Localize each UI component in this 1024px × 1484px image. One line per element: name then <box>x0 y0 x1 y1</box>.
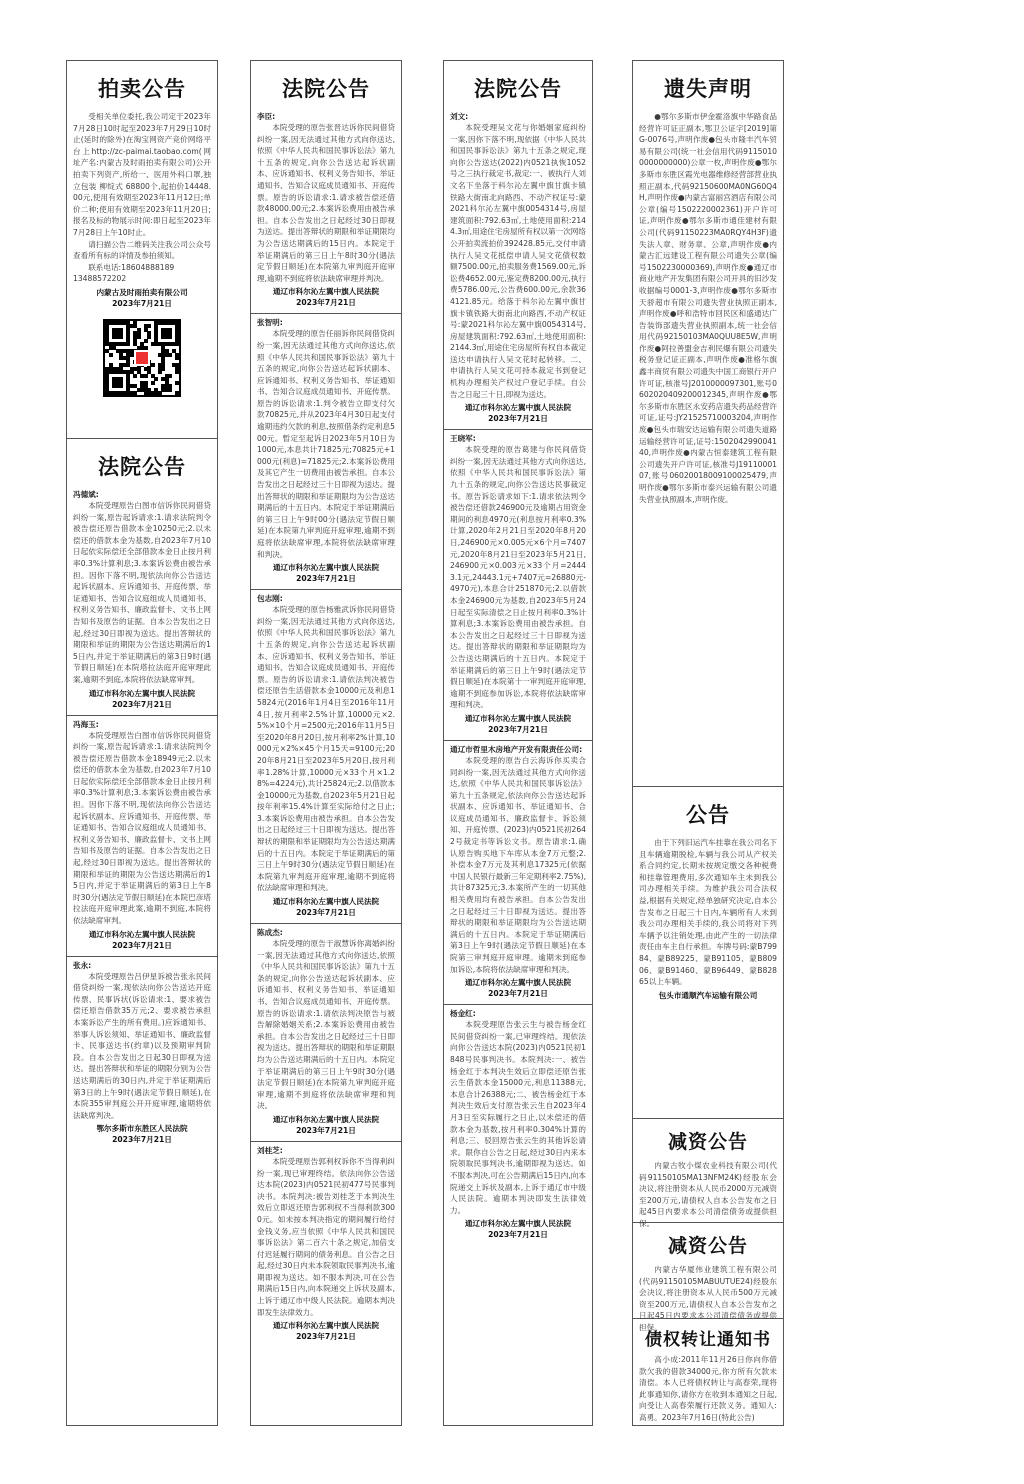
court-section <box>444 429 592 735</box>
section-body: 本院受理的原告白云海诉你买卖合同纠纷一案,因无法通过其他方式向你送达,依照《中华人民共和国民事诉讼法》第九十五条规定,依法向你公告送达起诉状副本、应诉通知书、举证通知书、合议庭成员通知书、廉政监督卡、诉讼须知、开庭传票、(2023)内0521民初2642号裁定书等诉讼文书。原告请求:1.确认原告购买地下车库从本金7万元整;2.补偿本金7万元及其利息17325元(依据中国人民银行最新三年定期利率2.75%),共计87325元;3.本案所产生的一切其他相关费用均有被告承担。自本公告发出之日起经过三十日即视为送达。提出答辩状的期限和举证期限均为公告送达期满后的十五日内。本院定于举证期满后第3日上午9时(遇法定节假日顺延)在本院第三审判庭开庭审理。逾期未到庭参加诉讼,本院将依法缺席审理和判决。 <box>450 755 586 974</box>
lost-title: 遗失声明 <box>664 77 752 101</box>
court-title-1: 法院公告 <box>98 455 186 479</box>
notice-company: 包头市通顺汽车运输有限公司 <box>658 990 758 1000</box>
auction-note: 请扫描公告二维码关注我公司公众号查看所有标的详情及参拍须知。 <box>73 239 211 261</box>
court-section <box>251 313 401 584</box>
addressee: 冯海玉: <box>73 719 99 729</box>
auction-notice <box>67 61 217 439</box>
reduce-title-2: 减资公告 <box>667 1235 748 1257</box>
addressee: 刘文: <box>450 112 469 121</box>
court-notice-3 <box>444 61 592 1427</box>
auction-body: 受相关单位委托,我公司定于2023年7月28日10时起至2023年7月29日10时止(延时的除外)在淘宝网资产竞价网络平台上http://zc-paimai.taobao.com(网址产名:内蒙古及时雨拍卖有限公司)公开拍卖下列资产,所给一、医用外科口罩,独立包装 柳绽式 68800个,起拍价14448.00元,使用有效期至2023年11月12日;单价二种;使用有效期至2023年11月20日;报名及标的物展示时间:即日起至2023年7月28日上午10时止。 <box>73 112 211 237</box>
section-date: 2023年7月21日 <box>488 724 548 734</box>
section-date: 2023年7月21日 <box>488 1230 548 1240</box>
court-notice-2 <box>251 61 401 1427</box>
capital-reduction-notice-1 <box>633 1119 783 1228</box>
auction-title: 拍卖公告 <box>98 77 186 101</box>
court-name: 鄂尔多斯市东胜区人民法院 <box>96 1124 188 1134</box>
section-body: 本院受理吴文花与你婚姻家庭纠纷一案,因你下落不明,现依据《中华人民共和国民事诉讼法》第九十五条之规定,现向你公告送达(2022)内0521执恢1052号之三执行裁定书,裁定:一、被执行人刘文名下坐落于科尔沁左翼中旗甘旗卡镇铁路大街南北向路西、不动产权证号:蒙2021科尔沁左翼中旗0054314号,房屋建筑面积:792.63㎡,土地使用面积:2144.3㎡,用途住宅房屋所有权以第一次网络公开拍卖流拍价392428.85元,交付申请执行人吴文花抵偿申请人吴文花债权数额7500.00元,拍卖服务费1569.00元,诉讼费4652.00元,鉴定费8200.00元,执行费5786.00元,公告费600.00元,余款364121.85元。给落于科尔沁左翼中旗甘旗卡镇铁路大街南北向路西,不动产权证号:蒙2021科尔沁左翼中旗0054314号,房屋建筑面积:792.63㎡,土地使用面积:2144.3㎡,用途住宅房屋所有权自本裁定送达申请执行人吴文花时起转移。二、申请执行人吴文花可持本裁定书到登记机构办理相关产权过户登记手续。自公告之日起三十日,即视为送达。 <box>450 123 586 399</box>
section-date: 2023年7月21日 <box>488 414 548 424</box>
court-section <box>73 489 211 710</box>
court-name: 通辽市科尔沁左翼中旗人民法院 <box>272 287 380 297</box>
addressee: 刘桂芝: <box>257 1145 283 1155</box>
capital-reduction-notice-2 <box>633 1223 783 1332</box>
addressee: 李臣: <box>257 112 276 121</box>
addressee: 王晓军: <box>450 434 476 444</box>
column-3 <box>443 60 593 1426</box>
court-notice-1 <box>67 439 217 1427</box>
column-4 <box>632 60 784 1426</box>
lost-body: ●鄂尔多斯市伊金霍洛旗中华路食品经营许可证正副本,鄂卫公证字[2019]第G-0076号,声明作废●包头市隆丰汽车贸易有限公司(统一社会信用代码91150100000000000)公章一枚,声明作废●鄂尔多斯市东胜区霞光电器维修经营部营业执照正副本,代码92150600MA0NG60Q4H,声明作废●内蒙古富丽宫酒店有限公司公章(编号1502220002361)开户许可证,声明作废●鄂尔多斯市通佳建材有限公司(代码91150223MA0RQY4H3F)遗失法人章、财务章、公章,声明作废●内蒙古汇远建设工程有限公司遗失公章(编号1502230000369),声明作废●通辽市商业地产开发集团有限公司开具的旧沙发收据编号0001-3,声明作废●鄂尔多斯市天骄超市有限公司遗失营业执照正副本,声明作废●呼和浩特市回民区和盛通达广告装饰部遗失营业执照副本,统一社会信用代码92150103MA0QUU8E5W,声明作废●阿拉善盟金吉利民爆有限公司遗失税务登记证正副本,声明作废●准格尔旗鑫丰商贸有限公司遗失中国工商银行开户许可证,核准号J2010000097301,账号0602020409200012345,声明作废●鄂尔多斯市东胜区永安药店遗失药品经营许可证,证号:JY21525710003204,声明作废●包头市瑞安达运输有限公司遗失道路运输经营许可证,证号:150204299004140,声明作废●内蒙古恒泰建筑工程有限公司遗失开户许可证,核准号J1911000107,账号06020018009100025479,声明作废●鄂尔多斯市泰兴运输有限公司遗失营业执照副本,声明作废。 <box>639 112 777 504</box>
notice-title: 公告 <box>686 803 730 827</box>
section-body: 本院受理的原告杨雅武诉你民间借贷纠纷一案,因无法通过其他方式向你送达,依照《中华人民共和国民事诉讼法》第九十五条的规定,向你公告送达起诉状副本、应诉通知书、权利义务告知书、举证通知书、告知合议庭成员通知书、开庭传票。原告的诉讼请求:1.请依法判决被告偿还原告生活借款本金10000元及利息15824元(2016年1月4日至2016年11月4日,按月利率2.5%计算,10000元×2.5%×10个月=2500元;2016年11月5日至2020年8月20日,按月利率2%计算,10000元×2%×45个月15天=9100元;2020年8月21日至2023年5月20日,按月利率1.28%计算,10000元×33个月×1.28%=4224元),共计25824元;2.以借款本金10000元为基数,自2023年5月21日起按年利率15.4%计算至实际给付之日止;3.本案诉讼费用由被告承担。自本公告发出之日起经过三十日即视为送达。提出答辩状的期限和举证期限均为公告送达期满后的十五日内。本院定于举证期满后的第三日上午9时30分(遇法定节假日顺延)在本院第九审判庭开庭审理,逾期不到庭将依法缺席审理和判决。 <box>257 605 395 893</box>
section-date: 2023年7月21日 <box>488 989 548 999</box>
court-section <box>67 715 217 951</box>
addressee: 杨金红: <box>450 1009 476 1019</box>
transfer-title: 债权转让通知书 <box>645 1330 771 1350</box>
court-title-3: 法院公告 <box>474 77 562 101</box>
court-name: 通辽市科尔沁左翼中旗人民法院 <box>464 713 572 723</box>
debt-transfer-notice <box>633 1319 783 1427</box>
court-section <box>251 589 401 918</box>
reduce-body-2: 内蒙古华厦伟业建筑工程有限公司(代码91150105MABUUTUE24)经股东会决议,将注册资本从人民币500万元减资至200万元,请债权人自本公告发布之日起45日内要求本公司清偿债务或提供担保。 <box>639 1265 777 1332</box>
reduce-body-1: 内蒙古牧小煤农业科技有限公司(代码91150105MA13NFM24K)经股东会决议,将注册资本从人民币2000万元减资至200万元,请债权人自本公告发布之日起45日内要求本公司清偿债务或提供担保。 <box>639 1161 777 1228</box>
court-section <box>67 956 217 1146</box>
section-date: 2023年7月21日 <box>112 1135 172 1145</box>
addressee: 陈成杰: <box>257 928 283 938</box>
qr-code-icon <box>103 319 181 397</box>
section-body: 本院受理原告张云生与被告杨金红民间借贷纠纷一案,已审理终结。现依法向你公告送达本院(2023)内0521民初1848号民事判决书。本院判决:一、被告杨金红于本判决生效后立即偿还原告张云生借款本金15000元,利息11388元,本息合计26388元;二、被告杨金红于本判决生效后支付原告张云生自2023年4月3日至实际履行之日止,以未偿还的借款本金为基数,按月利率0.304%计算的利息;三、驳回原告张云生的其他诉讼请求。限你自公告之日起,经过30日内来本院领取民事判决书,逾期即视为送达。如不服本判决,可在公告期满后15日内,向本院递交上诉状及副本,上诉于通辽市中级人民法院。逾期本判决即发生法律效力。 <box>450 1020 586 1215</box>
court-name: 通辽市科尔沁左翼中旗人民法院 <box>272 897 380 907</box>
court-section <box>251 923 401 1136</box>
court-name: 通辽市科尔沁左翼中旗人民法院 <box>272 1114 380 1124</box>
court-name: 通辽市科尔沁左翼中旗人民法院 <box>464 1219 572 1229</box>
auction-date: 2023年7月21日 <box>112 298 172 308</box>
section-body: 本院受理的原告任丽诉你民间借贷纠纷一案,因无法通过其他方式向你送达,依照《中华人民共和国民事诉讼法》第九十五条的规定,向你公告送达起诉状副本、应诉通知书、权利义务告知书、举证通知书、告知合议庭成员通知书、开庭传票。原告的诉讼请求:1.判令被告立即支付欠款70825元,并从2023年4月30日起支付逾期违约欠款的利息,按照借条约定利息500元。暂定至起诉日2023年5月10日为1000元,本息共计71825元;70825元+1000元(利息)=71825元;2.本案诉讼费用及其它产生一切费用由被告承担。自本公告发出之日起经过三十日即视为送达。提出答辩状的期限和举证期限均为公告送达期满后的十五日内。本院定于举证期满后的第三日上午9时00分(遇法定节假日顺延)在本院第九审判庭开庭审理,逾期不到庭将依法缺席审理,本院将依法缺席审理和判决。 <box>257 329 395 559</box>
auction-contact: 联系电话:18604888189 13488572202 <box>73 262 175 284</box>
court-section <box>257 111 395 308</box>
court-name: 通辽市科尔沁左翼中旗人民法院 <box>272 1321 380 1331</box>
column-1 <box>66 60 218 1426</box>
court-name: 通辽市科尔沁左翼中旗人民法院 <box>272 563 380 573</box>
section-body: 本院受理原告白图市信诉你民间借贷纠纷一案,原告起诉请求:1.请求法院判令被告偿还原告借款本金10250元;2.以未偿还的借款本金为基数,自2023年7月10日起依实际偿还全部借款本金日止按月利率0.3%计算利息;3.本案诉讼费由被告承担。因你下落不明,现依法向你公告送达起诉状副本、应诉通知书、开庭传票、举证通知书、告知合议庭组成人员通知书、权利义务告知书、廉政监督卡、文书上网告知书及原告的证据。自本公告发出之日起,经过30日即视为送达。提出答辩状的期限和举证的期限为公告送达期满后的15日内,并定于举证期满后的第3日9时(遇节假日顺延)在本院塔拉法庭开庭审理此案,逾期不到庭,本院将依法缺席审判。 <box>73 501 211 684</box>
general-notice <box>633 787 783 1119</box>
notice-body: 由于下列旧运汽车挂靠在我公司名下且车辆逾期脱检,车辆与我公司从产权关系合同约定,长期未按规定缴交各种税费和挂靠管理费用,多次通知车主未到我公司办理相关手续。为维护我公司合法权益,根据有关规定,经单独研究决定,自本公告发布之日起三十日内,车辆所有人未到我公司办理相关手续的,我公司将对下列车辆予以注销处理,由此产生的一切法律责任由车主自行承担。车牌号码:蒙B79984、蒙B89225、蒙B91105、蒙B80906、蒙B91460、蒙B96449、蒙B82865以上车辆。 <box>639 838 777 987</box>
section-body: 本院受理的原告葛建与你民间借贷纠纷一案,因无法通过其他方式向你送达,依照《中华人民共和国民事诉讼法》第九十五条的规定,向你公告送达民事裁定书。原告诉讼请求如下:1.请求依法判令被告偿还借款246900元及逾期占用资金期间的利息4970元(利息按月利率0.3%计算,2020年2月21日至2020年8月20日,246900元×0.005元×6个月=7407元,2020年8月21日至2023年5月21日,246900元×0.003元×33个月=24443.1元,24443.1元+7407元=26880元-4970元),本息合计251870元;2.以借款本金246900元为基数,自2023年5月24日起至实际清偿之日止按月利率0.3%计算利息;3.本案诉讼费用由被告承担。自本公告发出之日起经过三十日即视为送达。提出答辩状的期限和举证期限均为公告送达期满后的十五日内。本院定于举证期满后的第三日上午9时(遇法定节假日顺延)在本院第十一审判庭开庭审理,逾期不到庭参加诉讼,本院将依法缺席审理和判决。 <box>450 445 586 710</box>
court-section <box>444 740 592 999</box>
section-body: 本院受理的原告张晋达诉你民间借贷纠纷一案,因无法通过其他方式向你送达,依照《中华人民共和国民事诉讼法》第九十五条的规定,向你公告送达起诉状副本、应诉通知书、权利义务告知书、举证通知书、告知合议庭成员通知书、开庭传票。原告的诉讼请求:1.请求被告偿还借款48000.00元;2.本案诉讼费用由被告承担。自本公告发出之日起经过30日即视为送达。提出答辩状的期限和举证期限均为公告送达期满后的15日内。本院定于举证期满后的第三日上午8时30分(遇法定节假日顺延)在本院第九审判庭开庭审理,逾期不到庭将依法缺席审理并判决。 <box>257 123 395 283</box>
section-body: 本院受理原告白图市信诉你民间借贷纠纷一案,原告起诉请求:1.请求法院判令被告偿还原告借款本金18949元;2.以未偿还的借款本金为基数,自2023年7月10日起依实际偿还全部借款本金日止按月利率0.3%计算利息;3.本案诉讼费由被告承担。因你下落不明,现依法向你公告送达起诉状副本、应诉通知书、开庭传票、举证通知书、告知合议庭组成人员通知书、权利义务告知书、廉政监督卡、文书上网告知书及原告的证据。自本公告发出之日起,经过30日即视为送达。提出答辩状的期限和举证的期限为公告送达期满后的15日内,并定于举证期满后的第3日上午8时30分(遇法定节假日顺延)在本院巴彦塔拉法庭开庭审理此案,逾期不到庭,本院将依法缺席审判。 <box>73 730 211 925</box>
addressee: 张智明: <box>257 318 283 328</box>
addressee: 包志刚: <box>257 594 283 604</box>
addressee: 冯德斌: <box>73 490 99 499</box>
court-section <box>450 111 586 424</box>
section-date: 2023年7月21日 <box>112 940 172 950</box>
addressee: 张永: <box>73 960 92 970</box>
court-name: 通辽市科尔沁左翼中旗人民法院 <box>88 688 196 698</box>
column-2 <box>250 60 402 1426</box>
court-name: 通辽市科尔沁左翼中旗人民法院 <box>88 929 196 939</box>
section-date: 2023年7月21日 <box>296 574 356 584</box>
section-date: 2023年7月21日 <box>296 1125 356 1135</box>
auction-company: 内蒙古及时雨拍卖有限公司 <box>96 287 188 297</box>
court-section <box>251 1141 401 1342</box>
section-body: 本院受理的原告于淑慧诉你离婚纠纷一案,因无法通过其他方式向你送达,依照《中华人民共和国民事诉讼法》第九十五条的规定,向你公告送达起诉状副本、应诉通知书、权利义务告知书、举证通知书、告知合议庭成员通知书、开庭传票。原告的诉讼请求:1.请依法判决原告与被告解除婚姻关系;2.本案诉讼费用由被告承担。自本公告发出之日起经过三十日即视为送达。提出答辩状的期限和举证期限均为公告送达期满后的十五日内。本院定于举证期满后的第三日上午9时30分(遇法定节假日顺延)在本院第九审判庭开庭审理,逾期不到庭将依法缺席审理和判决。 <box>257 939 395 1111</box>
section-date: 2023年7月21日 <box>296 1332 356 1342</box>
court-name: 通辽市科尔沁左翼中旗人民法院 <box>464 403 572 413</box>
section-date: 2023年7月21日 <box>112 699 172 709</box>
court-name: 通辽市科尔沁左翼中旗人民法院 <box>464 978 572 988</box>
court-section <box>444 1004 592 1240</box>
section-date: 2023年7月21日 <box>296 908 356 918</box>
section-body: 本院受理原告吕伊星诉被告张永民间借贷纠纷一案,现依法向你公告送达开庭传票、民事诉状(诉讼请求:1、要求被告偿还原告借款35万元;2、要求被告承担本案诉讼产生的所有费用。)应诉通知书、举事人诉讼须知、举证通知书、廉政监督卡、民事送达书(约章)以及预期审判阶段。自本公告发出之日起30日即视为送达。提出答辩状和举证的期限分别为公告送达期满后的30日内,并定于举证期满后第3日的上午9时(遇法定节假日顺延),在本院355审判庭公开开庭审理,逾期将依法缺席判决。 <box>73 971 211 1120</box>
reduce-title-1: 减资公告 <box>667 1131 748 1153</box>
court-title-2: 法院公告 <box>282 77 370 101</box>
section-date: 2023年7月21日 <box>296 298 356 308</box>
section-body: 本院受理原告郭利权诉你不当得利纠纷一案,现已审理终结。依法向你公告送达本院(2023)内0521民初477号民事判决书。本院判决:被告刘桂芝于本判决生效后立即返还原告郭利权不当得利款3000元。如未按本判决指定的期间履行给付金钱义务,应当依照《中华人民共和国民事诉讼法》第二百六十条之规定,加倍支付迟延履行期间的债务利息。自公告之日起,经过30日内未本院领取民事判决书,逾期即视为送达。如不服本判决,可在公告期满后15日内,向本院递交上诉状及副本,上诉于通辽市中级人民法院。逾期本判决即发生法律效力。 <box>257 1156 395 1317</box>
lost-notice <box>633 61 783 787</box>
addressee: 通辽市哲里木房地产开发有限责任公司: <box>450 744 583 754</box>
transfer-body: 高小成:2011年11月26日你向你借款欠我的借款34000元,你方所有欠款未清偿。本人已将债权转让与高春荣,现将此事通知你,请你方在收到本通知之日起,向受让人高春荣履行还款义务。通知人:高勇。2023年7月16日(特此公告) <box>639 1355 777 1422</box>
